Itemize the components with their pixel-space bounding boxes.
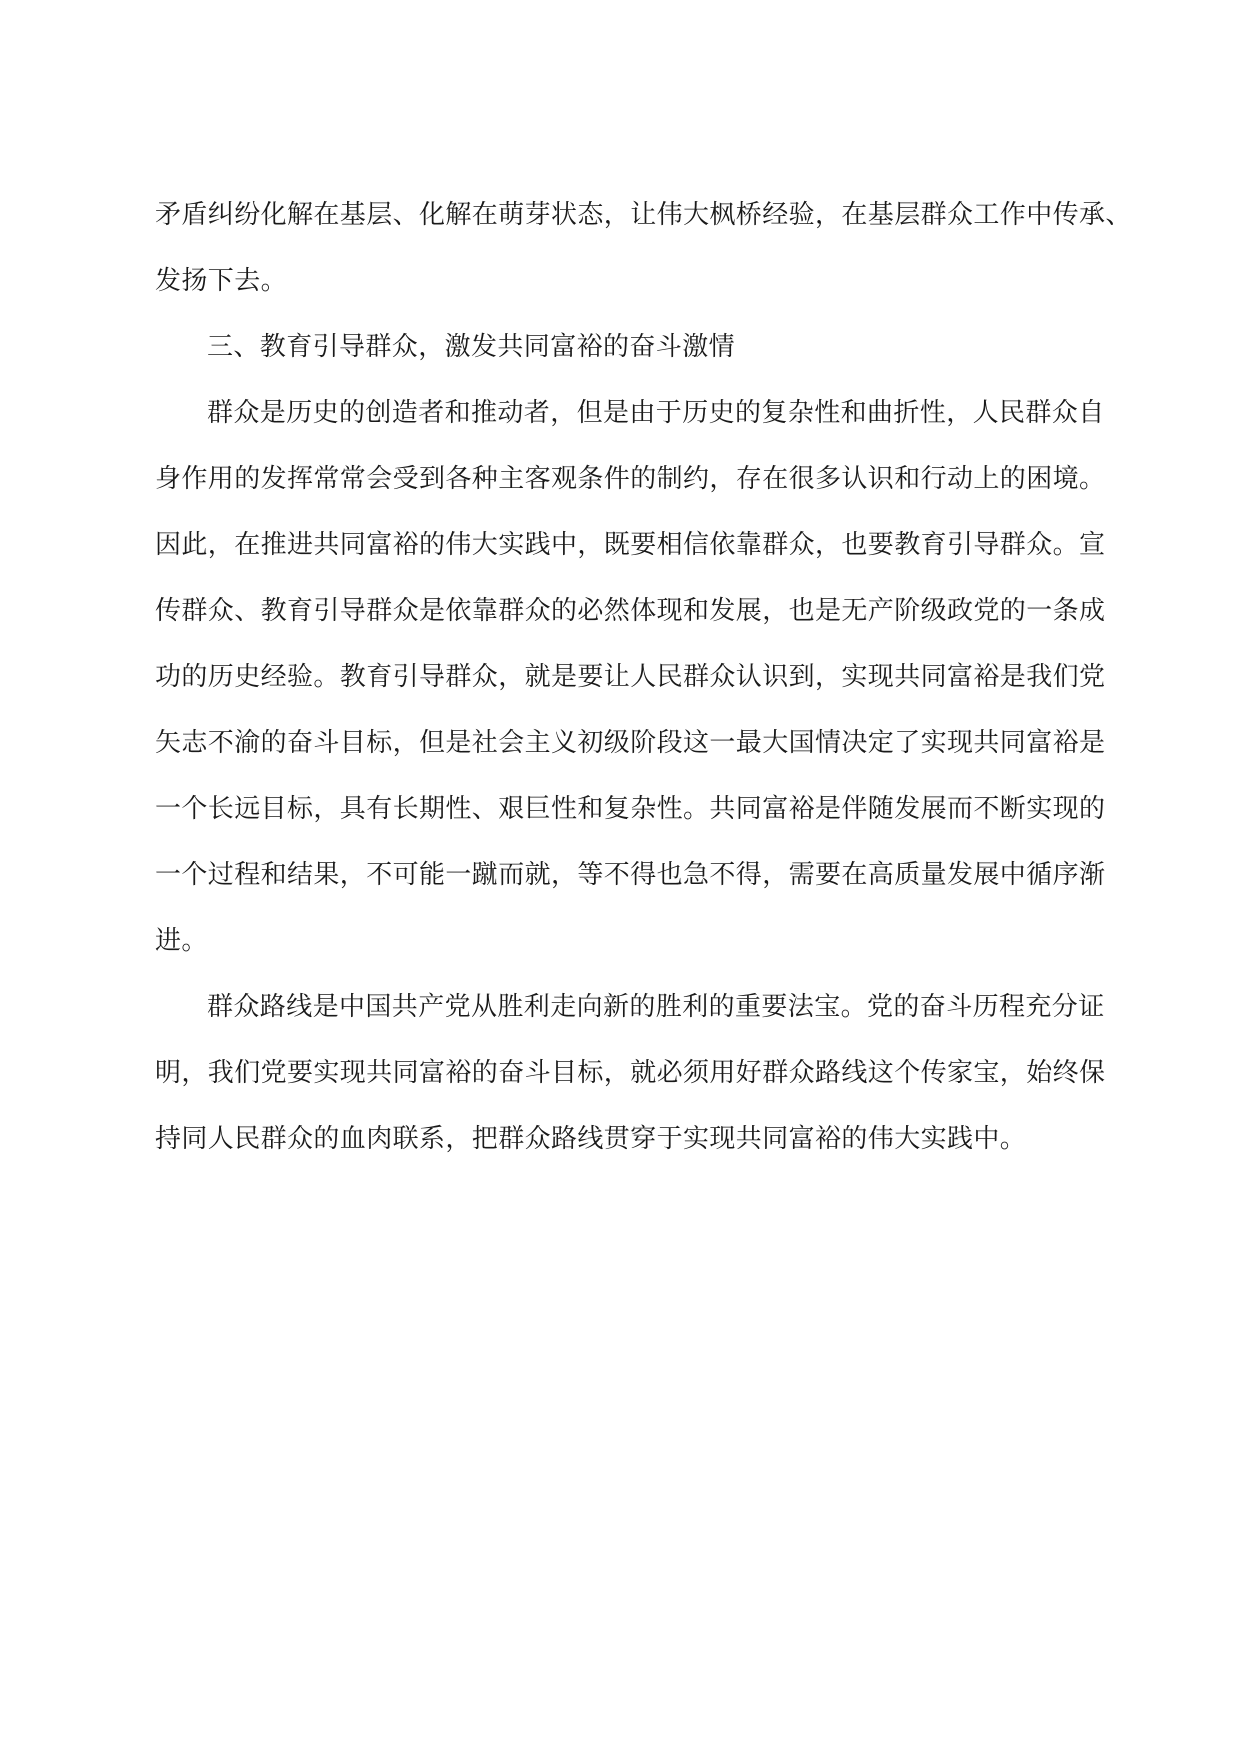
text-line: 进。 (155, 926, 208, 956)
paragraph-masses (155, 384, 1106, 978)
text-line: 因此，在推进共同富裕的伟大实践中，既要相信依靠群众，也要教育引导群众。宣 (155, 530, 1106, 560)
text-line: 持同人民群众的血肉联系，把群众路线贯穿于实现共同富裕的伟大实践中。 (155, 1124, 1027, 1154)
paragraph-continuation (155, 186, 1132, 318)
text-line: 功的历史经验。教育引导群众，就是要让人民群众认识到，实现共同富裕是我们党 (155, 662, 1106, 692)
text-line: 群众是历史的创造者和推动者，但是由于历史的复杂性和曲折性，人民群众自 (207, 398, 1105, 428)
text-line: 一个过程和结果，不可能一蹴而就，等不得也急不得，需要在高质量发展中循序渐 (155, 860, 1106, 890)
text-line: 矢志不渝的奋斗目标，但是社会主义初级阶段这一最大国情决定了实现共同富裕是 (155, 728, 1106, 758)
document-body (155, 186, 1132, 1176)
text-line: 矛盾纠纷化解在基层、化解在萌芽状态，让伟大枫桥经验，在基层群众工作中传承、 (155, 200, 1132, 230)
paragraph-mass-line (155, 978, 1106, 1176)
text-line: 发扬下去。 (155, 266, 288, 296)
heading-line: 三、教育引导群众，激发共同富裕的奋斗激情 (207, 332, 736, 362)
section-heading-three (155, 318, 1067, 384)
text-line: 明，我们党要实现共同富裕的奋斗目标，就必须用好群众路线这个传家宝，始终保 (155, 1058, 1106, 1088)
text-line: 群众路线是中国共产党从胜利走向新的胜利的重要法宝。党的奋斗历程充分证 (207, 992, 1105, 1022)
text-line: 传群众、教育引导群众是依靠群众的必然体现和发展，也是无产阶级政党的一条成 (155, 596, 1106, 626)
text-line: 一个长远目标，具有长期性、艰巨性和复杂性。共同富裕是伴随发展而不断实现的 (155, 794, 1106, 824)
text-line: 身作用的发挥常常会受到各种主客观条件的制约，存在很多认识和行动上的困境。 (155, 464, 1106, 494)
